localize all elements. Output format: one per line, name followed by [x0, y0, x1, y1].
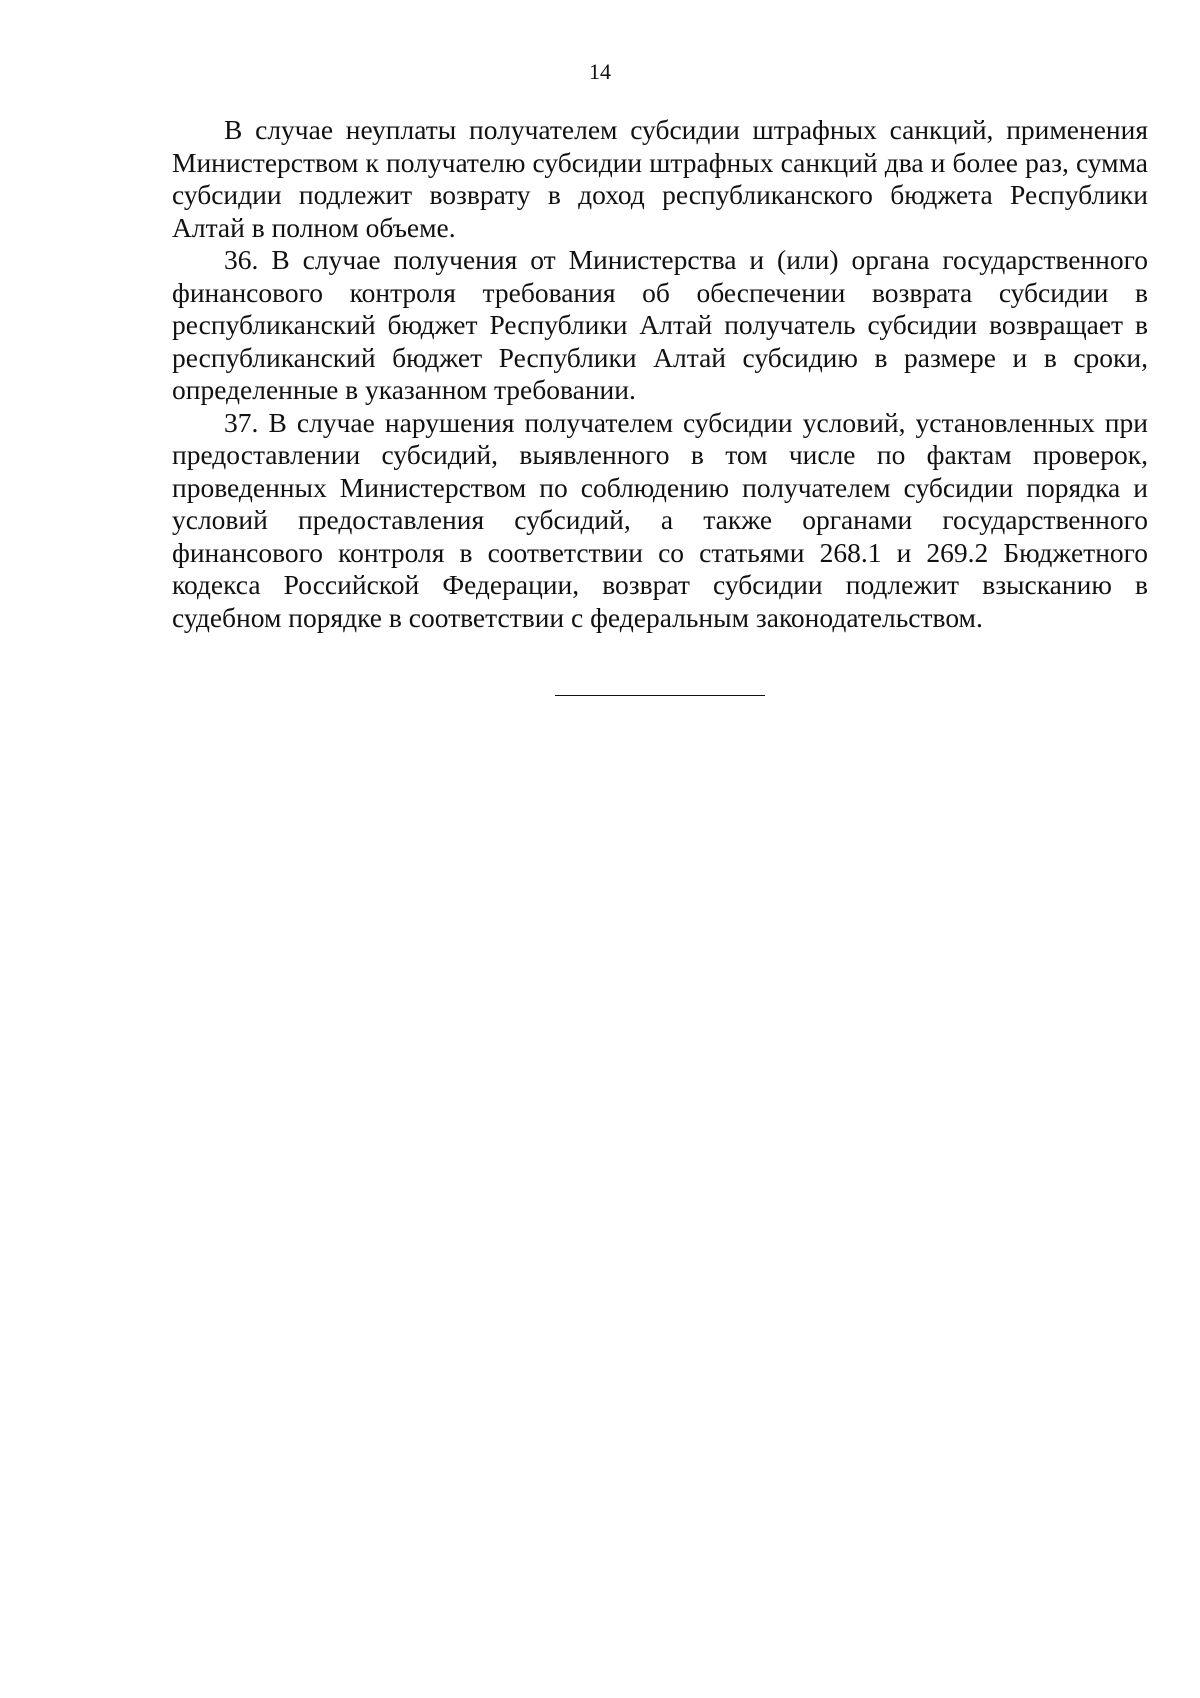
page-number: 14 — [589, 59, 611, 84]
document-body — [172, 114, 1148, 634]
paragraph-penalty-refund: В случае неуплаты получателем субсидии штрафных санкций, применения Министерством к получателю субсидии штрафных санкций два и более раз, сумма субсидии подлежит возврату в доход республиканского бюджета Республики Алтай в полном объеме. — [172, 114, 1148, 243]
paragraph-36: 36. В случае получения от Министерства и (или) органа государственного финансового контроля требования об обеспечении возврата субсидии в республиканский бюджет Республики Алтай получатель субсидии возвращает в республиканский бюджет Республики Алтай субсидию в размере и в сроки, определенные в указанном требовании. — [172, 244, 1148, 405]
end-of-document-rule — [555, 695, 765, 696]
paragraph-37: 37. В случае нарушения получателем субсидии условий, установленных при предоставлении субсидий, выявленного в том числе по фактам проверок, проведенных Министерством по соблюдению получателем субсидии порядка и условий предоставления субсидий, а также органами государственного финансового контроля в соответствии со статьями 268.1 и 269.2 Бюджетного кодекса Российской Федерации, возврат субсидии подлежит взысканию в судебном порядке в соответствии с федеральным законодательством. — [172, 406, 1148, 633]
